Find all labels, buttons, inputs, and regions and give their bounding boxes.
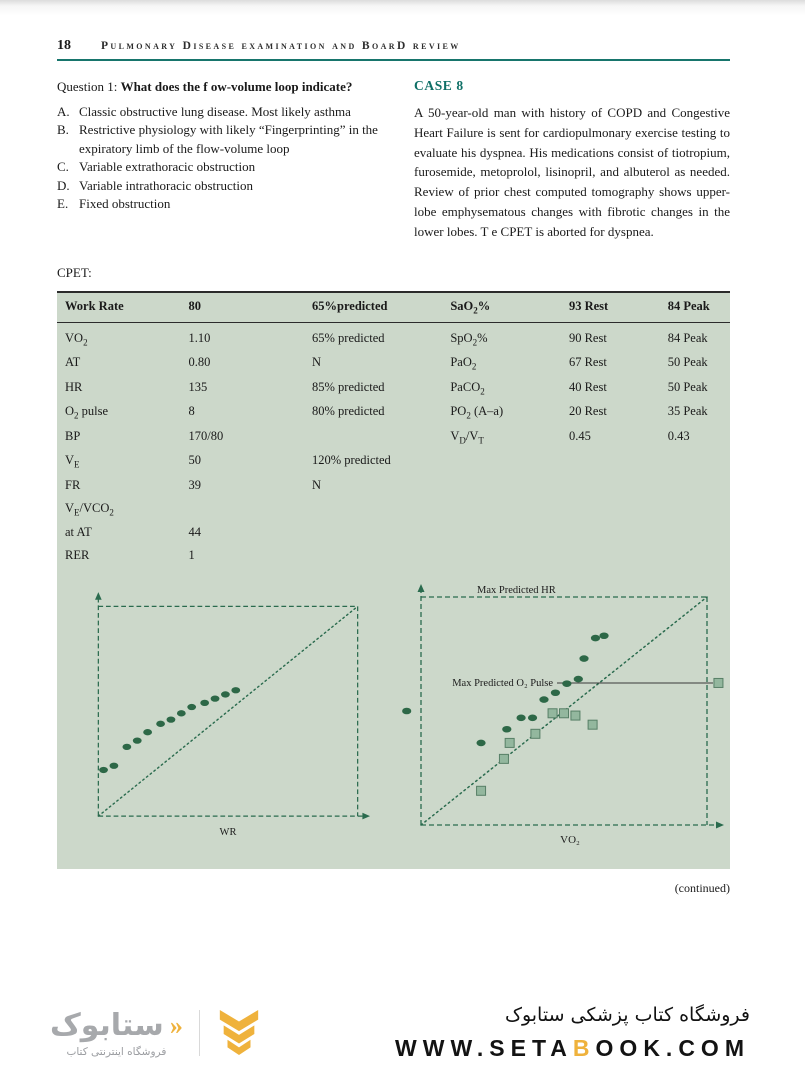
option-e bbox=[57, 195, 390, 213]
table-cell: PaO$_2$ bbox=[450, 355, 477, 372]
setabook-logo[interactable] bbox=[50, 1007, 262, 1059]
x-axis-arrow-icon bbox=[362, 813, 370, 820]
table-cell bbox=[668, 501, 730, 518]
table-cell: 50 bbox=[188, 453, 201, 468]
data-point-dot bbox=[177, 710, 186, 716]
header-rule bbox=[57, 59, 730, 61]
table-cell bbox=[450, 548, 569, 563]
option-c bbox=[57, 158, 390, 176]
table-cell bbox=[569, 548, 668, 563]
table-cell: 50 Peak bbox=[667, 355, 708, 370]
option-text: Classic obstructive lung disease. Most likely asthma bbox=[79, 103, 351, 119]
table-header-row bbox=[57, 291, 730, 323]
table-cell bbox=[450, 501, 569, 518]
answer-options bbox=[57, 103, 390, 214]
table-cell bbox=[668, 453, 730, 470]
table-row bbox=[57, 425, 730, 450]
data-point-dot bbox=[402, 708, 411, 715]
table-cell: $O_2$ pulse bbox=[65, 404, 109, 421]
cpet-label: CPET: bbox=[57, 265, 92, 281]
table-cell: RER bbox=[65, 548, 90, 563]
x-axis-label: VO₂ bbox=[560, 834, 580, 847]
logo-wordmark: ستابوک bbox=[50, 1008, 164, 1043]
table-cell: BP bbox=[65, 428, 81, 443]
table-row bbox=[57, 327, 730, 352]
table-cell: 1.10 bbox=[188, 330, 211, 345]
logo-subtitle: فروشگاه اینترنتی کتاب bbox=[66, 1046, 167, 1058]
data-point-dot bbox=[99, 767, 108, 773]
table-cell bbox=[569, 501, 668, 518]
table-cell: $V_E$ bbox=[65, 453, 80, 470]
table-cell: 8 bbox=[188, 404, 195, 419]
data-point-dot bbox=[579, 656, 588, 663]
option-b bbox=[57, 121, 390, 158]
option-letter: A. bbox=[57, 103, 70, 119]
data-point-square bbox=[505, 739, 514, 748]
table-cell: 80% predicted bbox=[312, 404, 385, 419]
table-cell: 20 Rest bbox=[568, 404, 607, 419]
table-cell bbox=[189, 501, 313, 518]
data-point-dot bbox=[200, 700, 209, 706]
table-cell: PaCO$_2$ bbox=[450, 379, 485, 397]
table-cell bbox=[312, 429, 450, 446]
option-text: Variable extrathoracic obstruction bbox=[79, 159, 256, 175]
table-cell: N bbox=[312, 477, 322, 492]
table-cell bbox=[312, 548, 450, 563]
table-cell bbox=[450, 525, 569, 540]
option-text: Variable intrathoracic obstruction bbox=[79, 177, 253, 193]
data-point-dot bbox=[143, 729, 152, 735]
option-letter: D. bbox=[57, 177, 70, 193]
table-cell bbox=[569, 453, 668, 470]
table-cell: 170/80 bbox=[188, 428, 224, 443]
case-heading: CASE 8 bbox=[414, 78, 464, 93]
table-cell: at AT bbox=[65, 525, 92, 540]
table-cell: 35 Peak bbox=[667, 404, 708, 419]
table-header-cell: 93 Rest bbox=[568, 299, 609, 314]
data-point-dot bbox=[110, 763, 119, 769]
table-row bbox=[57, 544, 730, 567]
question-label: Question 1: bbox=[57, 79, 118, 94]
continued-note: (continued) bbox=[674, 881, 730, 896]
data-point-square bbox=[714, 679, 723, 688]
option-text: Restrictive physiology with likely “Fingerprinting” in the expiratory limb of the flow-volume loop bbox=[79, 122, 378, 156]
identity-diagonal-dotted bbox=[98, 607, 357, 817]
table-cell bbox=[569, 525, 668, 540]
table-cell: $V_E/VCO_2$ bbox=[65, 500, 114, 518]
max-hr-annotation: Max Predicted HR bbox=[477, 585, 556, 597]
data-point-dot bbox=[539, 697, 548, 704]
option-letter: C. bbox=[57, 159, 69, 175]
option-a bbox=[57, 103, 390, 121]
data-point-square bbox=[560, 709, 569, 718]
table-row bbox=[57, 376, 730, 401]
data-point-square bbox=[571, 711, 580, 720]
logo-text-block bbox=[50, 1008, 183, 1058]
data-point-dot bbox=[133, 738, 142, 744]
question-line bbox=[57, 78, 390, 97]
table-cell bbox=[668, 548, 730, 563]
footer-tagline: فروشگاه کتاب پزشکی ستابوک bbox=[504, 1004, 750, 1026]
table-cell: $VO_2$ bbox=[65, 330, 88, 348]
table-cell: 39 bbox=[188, 477, 201, 492]
table-cell: 84 Peak bbox=[667, 330, 708, 345]
data-point-dot bbox=[211, 696, 220, 702]
table-cell: 67 Rest bbox=[568, 355, 607, 370]
running-title: Pulmonary Disease examination and BoarD review bbox=[101, 40, 461, 52]
data-point-dot bbox=[562, 681, 571, 688]
logo-divider bbox=[199, 1010, 200, 1056]
data-point-square bbox=[588, 720, 597, 729]
table-cell: N bbox=[312, 355, 322, 370]
data-point-square bbox=[531, 730, 540, 739]
table-cell: 90 Rest bbox=[568, 330, 607, 345]
footer-text-block bbox=[395, 1004, 750, 1062]
table-cell: HR bbox=[65, 379, 83, 394]
table-row bbox=[57, 351, 730, 376]
table-cell bbox=[450, 453, 569, 470]
y-axis-arrow-icon bbox=[95, 592, 102, 600]
gold-chevron-emblem-icon bbox=[216, 1007, 262, 1059]
table-cell bbox=[569, 478, 668, 493]
page-header bbox=[57, 38, 730, 54]
table-cell: 85% predicted bbox=[312, 379, 385, 394]
data-point-dot bbox=[122, 744, 131, 750]
two-column-body bbox=[57, 78, 730, 241]
table-header-cell: 84 Peak bbox=[667, 299, 710, 314]
table-cell: 40 Rest bbox=[568, 379, 607, 394]
x-axis-label: WR bbox=[219, 827, 237, 839]
table-body bbox=[57, 327, 730, 568]
table-cell: AT bbox=[65, 355, 81, 370]
data-point-dot bbox=[502, 726, 511, 733]
page-number: 18 bbox=[57, 38, 71, 53]
data-point-square bbox=[499, 755, 508, 764]
case-body-text: A 50-year-old man with history of COPD and Congestive Heart Failure is sent for cardiopulmonary exercise testing to evaluate his dyspnea. His medications consist of tiotropium, furosemide, metoprolol, lisinopril, and albuterol as needed. Review of prior chest computed tomography shows upper-lobe emphysematous changes with fibrotic changes in the lower lobes. T e CPET is aborted for dyspnea. bbox=[414, 105, 730, 239]
data-point-dot bbox=[476, 740, 485, 747]
data-point-dot bbox=[156, 721, 165, 727]
table-cell: 44 bbox=[188, 525, 201, 540]
table-cell: 0.80 bbox=[188, 355, 211, 370]
table-cell bbox=[312, 525, 450, 540]
table-cell: $V_D/V_T$ bbox=[450, 428, 484, 446]
url-gold-letter: B bbox=[572, 1035, 596, 1061]
table-row bbox=[57, 497, 730, 522]
table-cell bbox=[312, 501, 450, 518]
data-point-square bbox=[548, 709, 557, 718]
x-axis-arrow-icon bbox=[716, 822, 724, 829]
wr-chart bbox=[85, 583, 371, 849]
table-row bbox=[57, 400, 730, 425]
table-header-cell: 65%predicted bbox=[312, 299, 388, 314]
table-row bbox=[57, 521, 730, 544]
table-cell: 50 Peak bbox=[667, 379, 708, 394]
vo2-chart bbox=[405, 583, 735, 849]
table-header-cell: Work Rate bbox=[65, 299, 124, 314]
table-cell: 0.43 bbox=[667, 428, 690, 443]
table-row bbox=[57, 449, 730, 474]
table-cell: 120% predicted bbox=[312, 453, 391, 468]
y-axis-arrow-icon bbox=[418, 584, 425, 592]
data-point-dot bbox=[528, 715, 537, 722]
cpet-charts bbox=[57, 583, 730, 849]
table-cell bbox=[668, 525, 730, 540]
footer-banner bbox=[50, 1004, 750, 1062]
question-column bbox=[57, 78, 390, 241]
table-header-cell: 80 bbox=[188, 299, 201, 314]
table-cell: FR bbox=[65, 477, 81, 492]
data-point-dot bbox=[187, 704, 196, 710]
data-point-dot bbox=[599, 633, 608, 640]
table-header-cell: SaO$_2$% bbox=[450, 299, 491, 316]
cpet-panel bbox=[57, 291, 730, 869]
data-point-square bbox=[477, 787, 486, 796]
table-row bbox=[57, 474, 730, 497]
data-point-dot bbox=[231, 687, 240, 693]
question-title: What does the f ow-volume loop indicate? bbox=[120, 79, 353, 94]
data-point-dot bbox=[551, 690, 560, 697]
table-cell: 0.45 bbox=[568, 428, 591, 443]
table-cell bbox=[450, 478, 569, 493]
website-url[interactable]: WWW.SETABOOK.COM bbox=[395, 1035, 750, 1061]
table-cell: 65% predicted bbox=[312, 330, 385, 345]
option-d bbox=[57, 177, 390, 195]
table-cell bbox=[668, 478, 730, 493]
data-point-dot bbox=[517, 715, 526, 722]
data-point-dot bbox=[167, 717, 176, 723]
option-letter: E. bbox=[57, 196, 69, 212]
table-cell: 1 bbox=[188, 548, 195, 563]
data-point-dot bbox=[591, 635, 600, 642]
data-point-dot bbox=[574, 676, 583, 683]
table-cell: $PO_2$ (A–a) bbox=[450, 404, 504, 421]
double-chevron-icon: « bbox=[169, 1010, 183, 1040]
table-cell: 135 bbox=[188, 379, 208, 394]
table-cell: SpO$_2$% bbox=[450, 330, 488, 348]
case-column bbox=[414, 78, 730, 241]
data-point-dot bbox=[221, 692, 230, 698]
option-letter: B. bbox=[57, 122, 69, 138]
max-o2-pulse-annotation: Max Predicted O₂ Pulse bbox=[452, 678, 553, 690]
option-text: Fixed obstruction bbox=[79, 196, 171, 212]
